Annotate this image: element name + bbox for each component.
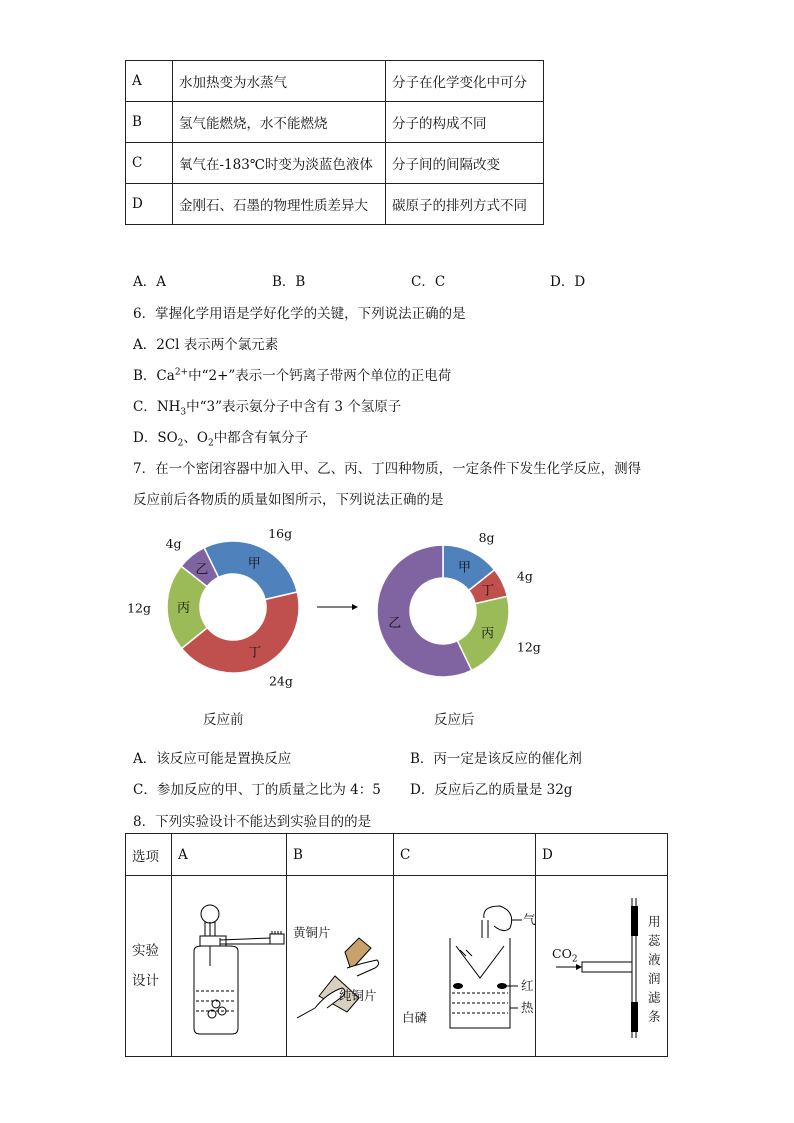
q6-b-rest: 中“2+”表示一个钙离子带两个单位的正电荷: [188, 368, 452, 384]
q5-option-b[interactable]: B．B: [272, 274, 306, 290]
experiment-table: [125, 833, 668, 1057]
table-cell: B: [126, 102, 173, 143]
slice-value-label: 12g: [127, 600, 152, 616]
q6-c-rest: 中“3”表示氨分子中含有 3 个氢原子: [186, 399, 402, 415]
label-char: 用: [648, 914, 661, 929]
slice-value-label: 4g: [516, 568, 533, 584]
row-label-1: 实验: [132, 943, 159, 959]
q7-option-a[interactable]: A．该反应可能是置换反应: [133, 751, 292, 767]
q6-d-subscript-2: 2: [207, 438, 214, 449]
slice-category-label: 丁: [248, 645, 262, 661]
donut-chart-after: [377, 530, 541, 677]
q6-d-rest: 中都含有氧分子: [213, 430, 309, 446]
label-white-phosphorus: 白磷: [402, 1010, 428, 1025]
q7-option-b[interactable]: B．丙一定是该反应的催化剂: [410, 751, 582, 767]
q5-option-a[interactable]: A．A: [133, 274, 166, 290]
q6-b-superscript: 2+: [174, 367, 189, 378]
label-gas: 气: [523, 912, 536, 927]
table-cell: C: [126, 143, 173, 184]
label-red-phosphorus: 红: [521, 978, 534, 993]
q6-d-subscript-1: 2: [177, 438, 184, 449]
arrow-icon: [317, 604, 358, 610]
q6-c-prefix: C．NH: [133, 399, 181, 415]
label-litmus-paper: [648, 912, 662, 1026]
slice-value-label: 16g: [268, 525, 293, 541]
header-cell: D: [536, 834, 668, 876]
q6-option-b[interactable]: [133, 364, 451, 384]
slice-category-label: 丙: [481, 626, 495, 642]
label-brass-plate: 黄铜片: [293, 925, 331, 940]
label-char: 滤: [648, 990, 661, 1005]
row-label-cell: [126, 876, 172, 1057]
slice-value-label: 24g: [268, 673, 293, 689]
option-a-cell: [172, 876, 287, 1057]
table-cell: 碳原子的排列方式不同: [386, 184, 544, 225]
option-b-cell: [287, 876, 394, 1057]
table-row: [126, 102, 544, 143]
co2-text: CO: [552, 946, 572, 961]
table-cell: 分子在化学变化中可分: [386, 61, 544, 102]
slice-category-label: 乙: [388, 616, 402, 632]
q7-stem-line1: 7．在一个密闭容器中加入甲、乙、丙、丁四种物质，一定条件下发生化学反应，测得: [133, 461, 642, 477]
q6-d-mid: 、O: [183, 430, 208, 446]
label-char: 蕊: [648, 933, 661, 948]
q5-option-c[interactable]: C．C: [411, 274, 446, 290]
table-cell: 氢气能燃烧，水不能燃烧: [173, 102, 386, 143]
q6-option-a[interactable]: A．2Cl 表示两个氯元素: [133, 337, 279, 353]
q6-option-d[interactable]: [133, 426, 308, 449]
slice-category-label: 丁: [481, 583, 495, 599]
comparison-table: [125, 60, 544, 225]
donut-chart-before: [127, 526, 299, 689]
header-cell: C: [394, 834, 536, 876]
co2-subscript: 2: [571, 954, 578, 965]
header-cell: A: [172, 834, 287, 876]
q7-option-d[interactable]: D．反应后乙的质量是 32g: [410, 782, 573, 798]
header-cell: B: [287, 834, 394, 876]
q6-c-subscript: 3: [180, 407, 187, 418]
slice-value-label: 4g: [165, 536, 182, 552]
q7-stem-line2: 反应前后各物质的质量如图所示，下列说法正确的是: [133, 492, 444, 508]
q6-b-prefix: B．Ca: [133, 368, 175, 384]
beaker-white-phosphorus-icon: [394, 878, 535, 1054]
slice-category-label: 甲: [247, 556, 261, 572]
slice-value-label: 8g: [478, 530, 495, 546]
q7-donut-charts: [0, 510, 794, 735]
table-header-row: [126, 834, 668, 876]
table-cell: 分子间的间隔改变: [386, 143, 544, 184]
table-row: [126, 61, 544, 102]
slice-value-label: 12g: [516, 639, 541, 655]
q7-option-c[interactable]: C．参加反应的甲、丁的质量之比为 4：5: [133, 782, 381, 798]
chart-caption-before: 反应前: [203, 712, 244, 728]
q5-option-d[interactable]: D．D: [550, 274, 586, 290]
slice-category-label: 甲: [457, 560, 471, 576]
chart-caption-after: 反应后: [434, 712, 475, 728]
header-cell: 选项: [126, 834, 172, 876]
table-cell: D: [126, 184, 173, 225]
option-d-cell: [536, 876, 668, 1057]
slice-category-label: 丙: [176, 601, 191, 617]
label-hot-water: 热: [521, 1000, 534, 1015]
table-cell: A: [126, 61, 173, 102]
label-copper-plate: 纯铜片: [339, 988, 377, 1003]
table-row: [126, 143, 544, 184]
label-char: 液: [648, 952, 661, 967]
table-row: [126, 184, 544, 225]
table-cell: 金刚石、石墨的物理性质差异大: [173, 184, 386, 225]
q8-stem: 8．下列实验设计不能达到实验目的的是: [133, 814, 372, 830]
label-char: 条: [648, 1009, 661, 1024]
copper-plates-scratch-icon: [287, 878, 393, 1054]
label-co2: [552, 946, 578, 965]
row-label-2: 设计: [132, 973, 159, 989]
q6-d-prefix: D．SO: [133, 430, 178, 446]
q6-stem: 6．掌握化学用语是学好化学的关键，下列说法正确的是: [133, 306, 466, 322]
table-cell: 水加热变为水蒸气: [173, 61, 386, 102]
option-c-cell: [394, 876, 536, 1057]
slice-category-label: 乙: [195, 562, 209, 578]
table-row: [126, 876, 668, 1057]
q6-option-c[interactable]: [133, 395, 401, 418]
gas-bottle-apparatus-icon: [172, 876, 286, 1052]
table-cell: 分子的构成不同: [386, 102, 544, 143]
table-cell: 氧气在-183℃时变为淡蓝色液体: [173, 143, 386, 184]
label-char: 润: [648, 971, 661, 986]
